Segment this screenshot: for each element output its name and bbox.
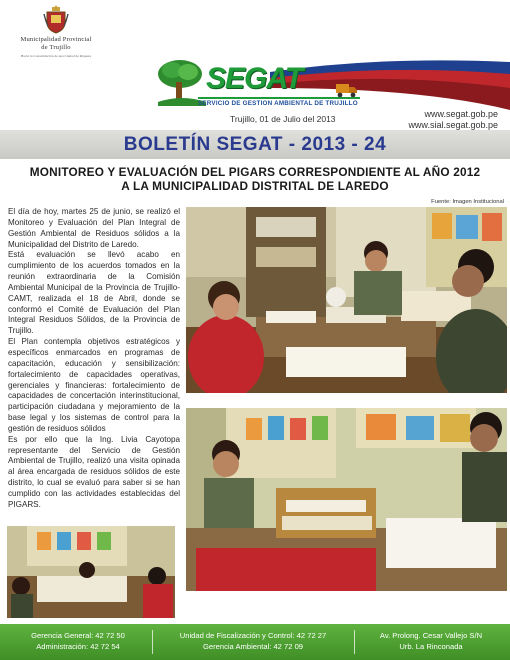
meeting-photo-2 [186, 408, 507, 591]
municipality-name-line1: Municipalidad Provincial [20, 36, 92, 43]
article-paragraph: Está evaluación se llevó acabo en cumplimiento de los acuerdos tomados en la reunión extraordinaria de la Comisión Ambiental Municipal de la Provincia de Trujillo- CAMT, realizada el 18 de Abril, donde se conformó el Comité de Evaluación del Plan Integral Residuos Sólidos, de la Provincia de Trujillo. [8, 250, 180, 336]
municipality-name [6, 36, 106, 52]
footer-divider [354, 630, 355, 654]
footer-contacts-units [158, 630, 348, 652]
municipality-tagline: Hacia la Consolidación de una Ciudad de Riqueza [20, 53, 92, 58]
website-link[interactable]: www.segat.gob.pe [424, 109, 498, 119]
website-links [408, 109, 498, 132]
headline-line2: A LA MUNICIPALIDAD DISTRITAL DE LAREDO [121, 179, 389, 194]
footer-contacts-general [8, 630, 148, 652]
footer-text: Urb. La Rinconada [399, 642, 463, 651]
article-headline [10, 165, 500, 194]
footer-text: Gerencia General: 42 72 50 [31, 631, 125, 640]
city-date: Trujillo, 01 de Julio del 2013 [230, 114, 336, 124]
headline-line1: MONITOREO Y EVALUACIÓN DEL PIGARS CORRESPONDIENTE AL AÑO 2012 [29, 165, 481, 179]
municipality-name-line2: de Trujillo [41, 43, 71, 51]
photo-source: Fuente: Imagen Institucional [431, 199, 504, 205]
footer [0, 624, 510, 660]
article-paragraph: El Plan contempla objetivos estratégicos y específicos enmarcados en programas de capacitación, educación y sensibilización: fortalecimiento de capacidades operativas, gerenciales y financieras: fortalecimiento de capacidades de concertación interinstitucional, participación ciudadana y mejoramiento de la base legal y los sistemas de control para la gestión de residuos sólidos [8, 337, 180, 433]
footer-text: Gerencia Ambiental: 42 72 09 [202, 642, 304, 651]
footer-address [358, 630, 504, 652]
municipality-logo [6, 4, 106, 58]
footer-text: Administración: 42 72 54 [36, 642, 120, 651]
sial-website-link[interactable]: www.sial.segat.gob.pe [408, 120, 498, 131]
segat-brand: SEGAT [206, 62, 303, 95]
article-body [8, 207, 180, 511]
segat-logo [156, 56, 366, 112]
footer-divider [152, 630, 153, 654]
footer-text: Av. Prolong. Cesar Vallejo S/N [379, 631, 483, 640]
bulletin-title: BOLETÍN SEGAT - 2013 - 24 [123, 134, 387, 155]
footer-text: Unidad de Fiscalización y Control: 42 72 27 [179, 631, 327, 640]
article-paragraph: Es por ello que la Ing. Livia Cayotopa representante del Servicio de Gestión Ambiental de Trujillo, realizó una visita opinada al área encargada de residuos sólidos de este distrito, lo cual se evaluó para saber si se han cumplido con las actividades establecidas del PIGARS. [8, 434, 180, 509]
truck-icon [336, 82, 358, 98]
coat-of-arms-icon [43, 4, 69, 34]
meeting-photo-3 [7, 526, 175, 618]
segat-subtitle: SERVICIO DE GESTION AMBIENTAL DE TRUJILLO [198, 100, 358, 107]
article-paragraph: El día de hoy, martes 25 de junio, se realizó el Monitoreo y Evaluación del Plan Integral de Gestión Ambiental de Residuos sólidos a la Municipalidad del Distrito de Laredo. [8, 207, 180, 249]
meeting-photo-1 [186, 207, 507, 393]
logo-underline [198, 97, 360, 99]
